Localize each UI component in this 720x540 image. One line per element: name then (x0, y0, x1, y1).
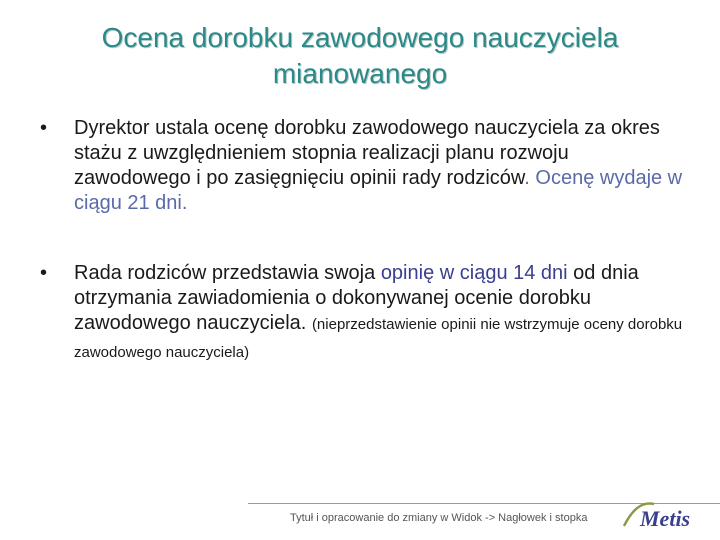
bullet-1-highlight: Ocenę wydaje w ciągu 21 dni. (74, 167, 683, 214)
bullet-2-text-start: Rada rodziców przedstawia swoja (74, 262, 376, 284)
bullet-marker: • (40, 117, 48, 139)
logo-text: Metis (640, 506, 691, 531)
bullet-list (40, 116, 690, 367)
bullet-item-2 (40, 261, 690, 367)
slide-title (30, 20, 690, 92)
bullet-2-highlight: opinię w ciągu 14 dni (380, 262, 568, 284)
bullet-1-period: . (524, 167, 530, 189)
bullet-2-note: (nieprzedstawienie opinii nie wstrzymuje oceny dorobku zawodowego nauczyciela) (74, 316, 683, 361)
bullet-marker: • (40, 262, 48, 284)
title-line-2: mianowanego (272, 58, 448, 89)
bullet-2-text-mid: od dnia otrzymania zawiadomienia o dokonywanej ocenie dorobku zawodowego nauczyciela. (74, 262, 639, 334)
title-line-1: Ocena dorobku zawodowego nauczyciela (101, 22, 619, 53)
bullet-item-1 (40, 116, 690, 216)
metis-logo (620, 496, 716, 536)
bullet-1-text: Dyrektor ustala ocenę dorobku zawodowego nauczyciela za okres stażu z uwzględnieniem stopnia realizacji planu rozwoju zawodowego i po zasięgnięciu opinii rady rodziców (74, 117, 660, 189)
footer-text: Tytuł i opracowanie do zmiany w Widok -> Nagłowek i stopka (290, 512, 588, 524)
